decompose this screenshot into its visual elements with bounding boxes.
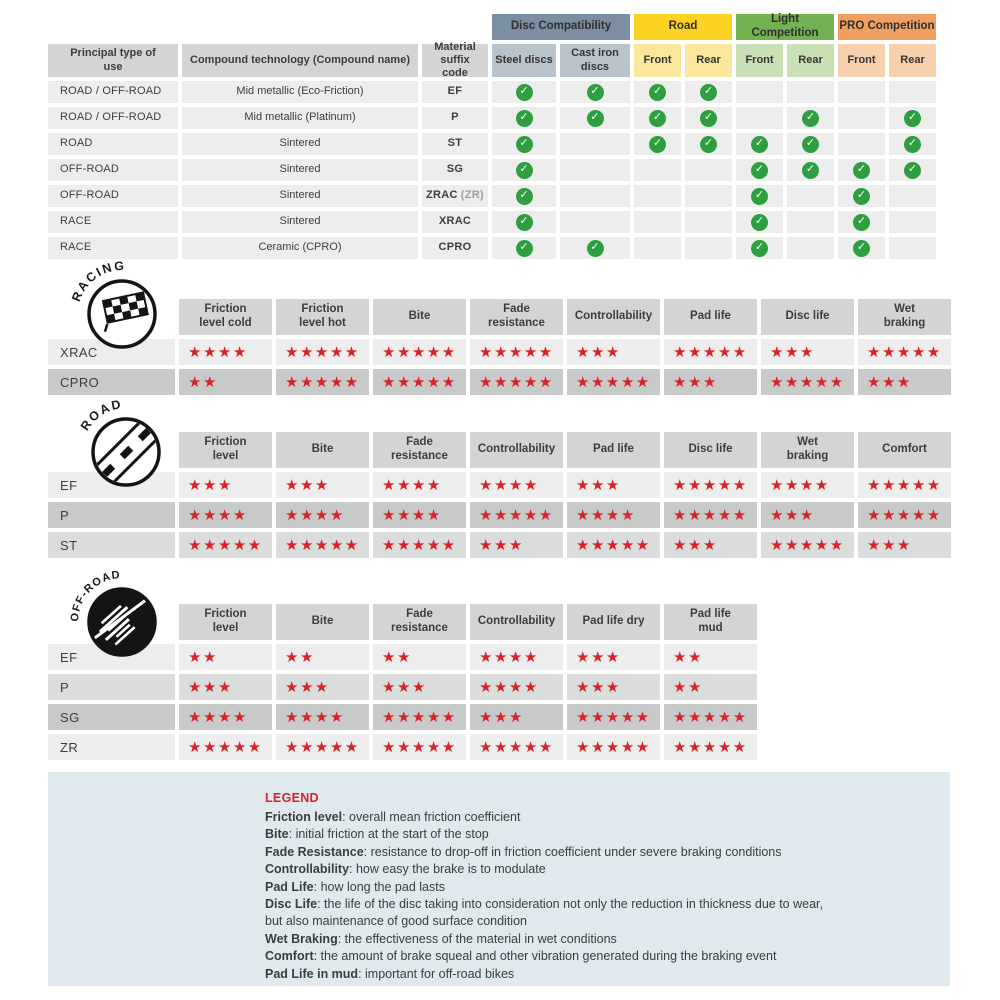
sub-column-header: Steel discs: [492, 44, 556, 77]
star-rating: ★★: [373, 644, 466, 670]
star-rating: ★★★: [567, 644, 660, 670]
legend-line: [265, 931, 926, 948]
star-rating: ★★★: [567, 339, 660, 365]
rating-column-header: Fade resistance: [470, 299, 563, 335]
star-rating: ★★★: [179, 674, 272, 700]
star-rating: ★★★★★: [858, 502, 951, 528]
rating-column-header: Friction level hot: [276, 299, 369, 335]
technology-cell: Sintered: [182, 159, 418, 181]
legend-title: LEGEND: [265, 791, 319, 805]
check-cell: [736, 81, 783, 103]
check-icon: ✓: [802, 162, 819, 179]
racing-badge: [66, 258, 170, 354]
check-cell: [685, 133, 732, 155]
star-rating: ★★★: [276, 674, 369, 700]
compound-label: ST: [48, 532, 175, 558]
check-icon: ✓: [649, 136, 666, 153]
legend-line: [265, 896, 926, 913]
check-cell: [889, 237, 936, 259]
suffix-cell: EF: [422, 81, 488, 103]
star-rating: ★★★: [761, 339, 854, 365]
check-cell: [787, 237, 834, 259]
rating-column-header: Disc life: [761, 299, 854, 335]
check-cell: [685, 237, 732, 259]
check-icon: ✓: [516, 84, 533, 101]
star-rating: ★★★★★: [470, 734, 563, 760]
check-cell: [634, 211, 681, 233]
suffix-cell: XRAC: [422, 211, 488, 233]
sub-column-header: Rear: [685, 44, 732, 77]
star-rating: ★★★★★: [664, 472, 757, 498]
star-rating: ★★★: [179, 472, 272, 498]
rating-column-header: Wet braking: [858, 299, 951, 335]
check-icon: ✓: [587, 240, 604, 257]
rating-column-header: Pad life: [567, 432, 660, 468]
star-rating: ★★★★★: [276, 339, 369, 365]
suffix-note: (ZR): [460, 189, 484, 202]
check-cell: [685, 81, 732, 103]
rating-column-header: Friction level: [179, 432, 272, 468]
star-rating: ★★★: [664, 369, 757, 395]
legend-term: Friction level: [265, 810, 343, 824]
legend-term: Pad Life: [265, 879, 314, 894]
star-rating: ★★★★★: [470, 369, 563, 395]
check-cell: [492, 81, 556, 103]
check-cell: [560, 107, 630, 129]
check-icon: ✓: [516, 110, 533, 127]
star-rating: ★★★★★: [470, 339, 563, 365]
use-cell: ROAD / OFF-ROAD: [48, 107, 178, 129]
star-rating: ★★★★★: [373, 532, 466, 558]
check-cell: [560, 211, 630, 233]
compound-label: CPRO: [48, 369, 175, 395]
legend-term: Bite: [265, 827, 289, 842]
check-icon: ✓: [904, 136, 921, 153]
star-rating: ★★★★: [179, 502, 272, 528]
legend-desc: : how long the pad lasts: [313, 879, 445, 894]
check-icon: ✓: [700, 110, 717, 127]
check-cell: [889, 81, 936, 103]
star-rating: ★★★★: [276, 502, 369, 528]
check-icon: ✓: [751, 162, 768, 179]
rating-column-header: Fade resistance: [373, 604, 466, 640]
check-cell: [889, 159, 936, 181]
legend-desc: : important for off-road bikes: [358, 966, 515, 981]
legend-desc: : the effectiveness of the material in wet conditions: [337, 931, 617, 946]
star-rating: ★★★★★: [858, 472, 951, 498]
star-rating: ★★★★★: [373, 369, 466, 395]
compound-label: EF: [48, 472, 175, 498]
star-rating: ★★★★: [567, 502, 660, 528]
check-icon: ✓: [802, 110, 819, 127]
check-cell: [685, 211, 732, 233]
rating-column-header: Fade resistance: [373, 432, 466, 468]
star-rating: ★★★★: [179, 339, 272, 365]
rating-column-header: Disc life: [664, 432, 757, 468]
legend-term: Wet Braking: [265, 931, 338, 946]
rating-column-header: Friction level cold: [179, 299, 272, 335]
sub-column-header: Cast iron discs: [560, 44, 630, 77]
suffix-cell: ST: [422, 133, 488, 155]
suffix-cell: CPRO: [422, 237, 488, 259]
use-cell: RACE: [48, 211, 178, 233]
star-rating: ★★★★★: [179, 532, 272, 558]
star-rating: ★★★★★: [373, 704, 466, 730]
legend-desc: : initial friction at the start of the stop: [288, 827, 489, 842]
check-cell: [838, 81, 885, 103]
legend-line: [265, 948, 926, 965]
use-cell: ROAD: [48, 133, 178, 155]
check-icon: ✓: [587, 110, 604, 127]
legend-line: [265, 879, 926, 896]
road-badge: [70, 396, 174, 492]
check-cell: [492, 133, 556, 155]
column-header: Material suffix code: [422, 44, 488, 77]
sub-column-header: Rear: [889, 44, 936, 77]
check-cell: [736, 237, 783, 259]
compound-label: P: [48, 502, 175, 528]
badge-label: ROAD: [77, 396, 124, 434]
check-icon: ✓: [853, 214, 870, 231]
rating-column-header: Pad life mud: [664, 604, 757, 640]
check-icon: ✓: [751, 214, 768, 231]
star-rating: ★★★: [761, 502, 854, 528]
technology-cell: Mid metallic (Platinum): [182, 107, 418, 129]
check-cell: [560, 237, 630, 259]
star-rating: ★★★: [858, 369, 951, 395]
check-cell: [560, 81, 630, 103]
rating-column-header: Comfort: [858, 432, 951, 468]
badge-label: OFF-ROAD: [68, 568, 122, 623]
star-rating: ★★★★★: [664, 502, 757, 528]
check-icon: ✓: [516, 136, 533, 153]
column-header: Principal type of use: [48, 44, 178, 77]
star-rating: ★★★: [470, 532, 563, 558]
check-cell: [838, 159, 885, 181]
rating-table-road: [48, 432, 951, 558]
technology-cell: Ceramic (CPRO): [182, 237, 418, 259]
rating-column-header: Controllability: [567, 299, 660, 335]
star-rating: ★★★★★: [567, 369, 660, 395]
check-icon: ✓: [802, 136, 819, 153]
check-icon: ✓: [516, 240, 533, 257]
check-icon: ✓: [853, 240, 870, 257]
star-rating: ★★★★★: [567, 704, 660, 730]
check-icon: ✓: [751, 188, 768, 205]
legend-line: [265, 861, 926, 878]
rating-column-header: Bite: [276, 604, 369, 640]
check-icon: ✓: [904, 110, 921, 127]
check-icon: ✓: [649, 110, 666, 127]
check-cell: [560, 133, 630, 155]
legend-desc: but also maintenance of good surface condition: [265, 914, 527, 929]
star-rating: ★★★★★: [567, 734, 660, 760]
check-cell: [736, 211, 783, 233]
check-icon: ✓: [853, 162, 870, 179]
legend-desc: : the amount of brake squeal and other vibration generated during the braking event: [313, 949, 777, 964]
star-rating: ★★: [664, 674, 757, 700]
legend-desc: : overall mean friction coefficient: [342, 810, 521, 824]
star-rating: ★★★★: [470, 472, 563, 498]
star-rating: ★★★★: [373, 472, 466, 498]
star-rating: ★★★★★: [276, 532, 369, 558]
check-cell: [634, 133, 681, 155]
check-icon: ✓: [587, 84, 604, 101]
legend-line: [265, 826, 926, 843]
check-cell: [685, 159, 732, 181]
legend-term: Controllability: [265, 862, 350, 877]
star-rating: ★★: [179, 369, 272, 395]
rating-column-header: Controllability: [470, 604, 563, 640]
check-cell: [838, 211, 885, 233]
check-cell: [736, 107, 783, 129]
legend-panel: [48, 772, 950, 986]
rating-column-header: Bite: [373, 299, 466, 335]
use-cell: ROAD / OFF-ROAD: [48, 81, 178, 103]
check-cell: [560, 185, 630, 207]
check-cell: [634, 81, 681, 103]
star-rating: ★★★: [470, 704, 563, 730]
technology-cell: Sintered: [182, 133, 418, 155]
group-header: Road: [634, 14, 732, 40]
star-rating: ★★★★★: [858, 339, 951, 365]
star-rating: ★★★★★: [470, 502, 563, 528]
check-cell: [838, 107, 885, 129]
column-header: Compound technology (Compound name): [182, 44, 418, 77]
suffix-cell: ZRAC (ZR): [422, 185, 488, 207]
check-cell: [736, 133, 783, 155]
check-cell: [492, 211, 556, 233]
legend-desc: : how easy the brake is to modulate: [349, 862, 546, 877]
offroad-badge: [66, 566, 170, 662]
check-cell: [889, 107, 936, 129]
check-cell: [736, 159, 783, 181]
check-icon: ✓: [700, 136, 717, 153]
check-cell: [787, 185, 834, 207]
legend-term: Pad Life in mud: [265, 966, 359, 981]
sub-column-header: Front: [838, 44, 885, 77]
check-cell: [634, 159, 681, 181]
legend-line: [265, 809, 926, 826]
check-cell: [889, 133, 936, 155]
star-rating: ★★: [276, 644, 369, 670]
rating-column-header: Pad life: [664, 299, 757, 335]
check-cell: [685, 185, 732, 207]
sub-column-header: Rear: [787, 44, 834, 77]
check-cell: [787, 211, 834, 233]
use-cell: RACE: [48, 237, 178, 259]
check-cell: [685, 107, 732, 129]
badge-label: RACING: [69, 258, 127, 304]
rating-column-header: Wet braking: [761, 432, 854, 468]
check-cell: [787, 81, 834, 103]
check-cell: [838, 133, 885, 155]
star-rating: ★★★★★: [761, 369, 854, 395]
check-cell: [889, 185, 936, 207]
check-cell: [492, 159, 556, 181]
check-cell: [787, 107, 834, 129]
check-icon: ✓: [751, 240, 768, 257]
check-icon: ✓: [516, 214, 533, 231]
compatibility-table: [48, 14, 936, 259]
check-icon: ✓: [649, 84, 666, 101]
star-rating: ★★★★: [761, 472, 854, 498]
group-header: PRO Competition: [838, 14, 936, 40]
star-rating: ★★★★★: [179, 734, 272, 760]
check-icon: ✓: [904, 162, 921, 179]
star-rating: ★★★★: [276, 704, 369, 730]
technology-cell: Mid metallic (Eco-Friction): [182, 81, 418, 103]
star-rating: ★★★★★: [664, 734, 757, 760]
check-icon: ✓: [516, 162, 533, 179]
legend-term: Comfort: [265, 949, 314, 964]
check-cell: [634, 107, 681, 129]
technology-cell: Sintered: [182, 211, 418, 233]
sub-column-header: Front: [736, 44, 783, 77]
rating-column-header: Bite: [276, 432, 369, 468]
check-cell: [634, 237, 681, 259]
rating-table-racing: [48, 299, 951, 395]
sub-column-header: Front: [634, 44, 681, 77]
compound-label: SG: [48, 704, 175, 730]
star-rating: ★★★★★: [761, 532, 854, 558]
rating-column-header: Pad life dry: [567, 604, 660, 640]
star-rating: ★★★: [373, 674, 466, 700]
use-cell: OFF-ROAD: [48, 159, 178, 181]
rating-column-header: Friction level: [179, 604, 272, 640]
check-cell: [492, 185, 556, 207]
check-icon: ✓: [516, 188, 533, 205]
compound-label: ZR: [48, 734, 175, 760]
group-header: Light Competition: [736, 14, 834, 40]
check-icon: ✓: [751, 136, 768, 153]
technology-cell: Sintered: [182, 185, 418, 207]
star-rating: ★★★★★: [373, 734, 466, 760]
star-rating: ★★★: [858, 532, 951, 558]
star-rating: ★★★★: [470, 674, 563, 700]
badge-circle: [89, 589, 155, 655]
check-cell: [787, 133, 834, 155]
suffix-cell: P: [422, 107, 488, 129]
legend-term: Fade Resistance: [265, 844, 364, 859]
star-rating: ★★★★★: [276, 734, 369, 760]
legend-line: [265, 913, 926, 930]
star-rating: ★★★: [567, 472, 660, 498]
group-header: Disc Compatibility: [492, 14, 630, 40]
check-icon: ✓: [700, 84, 717, 101]
check-cell: [634, 185, 681, 207]
check-cell: [838, 185, 885, 207]
use-cell: OFF-ROAD: [48, 185, 178, 207]
star-rating: ★★★★★: [373, 339, 466, 365]
legend-desc: : the life of the disc taking into consideration not only the reduction in thickness due to wear,: [317, 897, 823, 912]
check-cell: [736, 185, 783, 207]
check-cell: [889, 211, 936, 233]
legend-line: [265, 966, 926, 983]
rating-column-header: Controllability: [470, 432, 563, 468]
star-rating: ★★★: [276, 472, 369, 498]
check-cell: [492, 237, 556, 259]
star-rating: ★★★★★: [567, 532, 660, 558]
check-cell: [492, 107, 556, 129]
compound-label: P: [48, 674, 175, 700]
star-rating: ★★★★: [470, 644, 563, 670]
check-cell: [560, 159, 630, 181]
star-rating: ★★★★★: [664, 339, 757, 365]
star-rating: ★★★★: [373, 502, 466, 528]
legend-term: Disc Life: [265, 897, 318, 912]
check-cell: [787, 159, 834, 181]
check-cell: [838, 237, 885, 259]
legend-desc: : resistance to drop-off in friction coefficient under severe braking conditions: [363, 844, 782, 859]
suffix-cell: SG: [422, 159, 488, 181]
legend-line: [265, 844, 926, 861]
star-rating: ★★★★: [179, 704, 272, 730]
star-rating: ★★★: [664, 532, 757, 558]
star-rating: ★★: [664, 644, 757, 670]
star-rating: ★★★: [567, 674, 660, 700]
compound-label: EF: [48, 644, 175, 670]
star-rating: ★★★★★: [276, 369, 369, 395]
star-rating: ★★★★★: [664, 704, 757, 730]
compound-label: XRAC: [48, 339, 175, 365]
star-rating: ★★: [179, 644, 272, 670]
check-icon: ✓: [853, 188, 870, 205]
